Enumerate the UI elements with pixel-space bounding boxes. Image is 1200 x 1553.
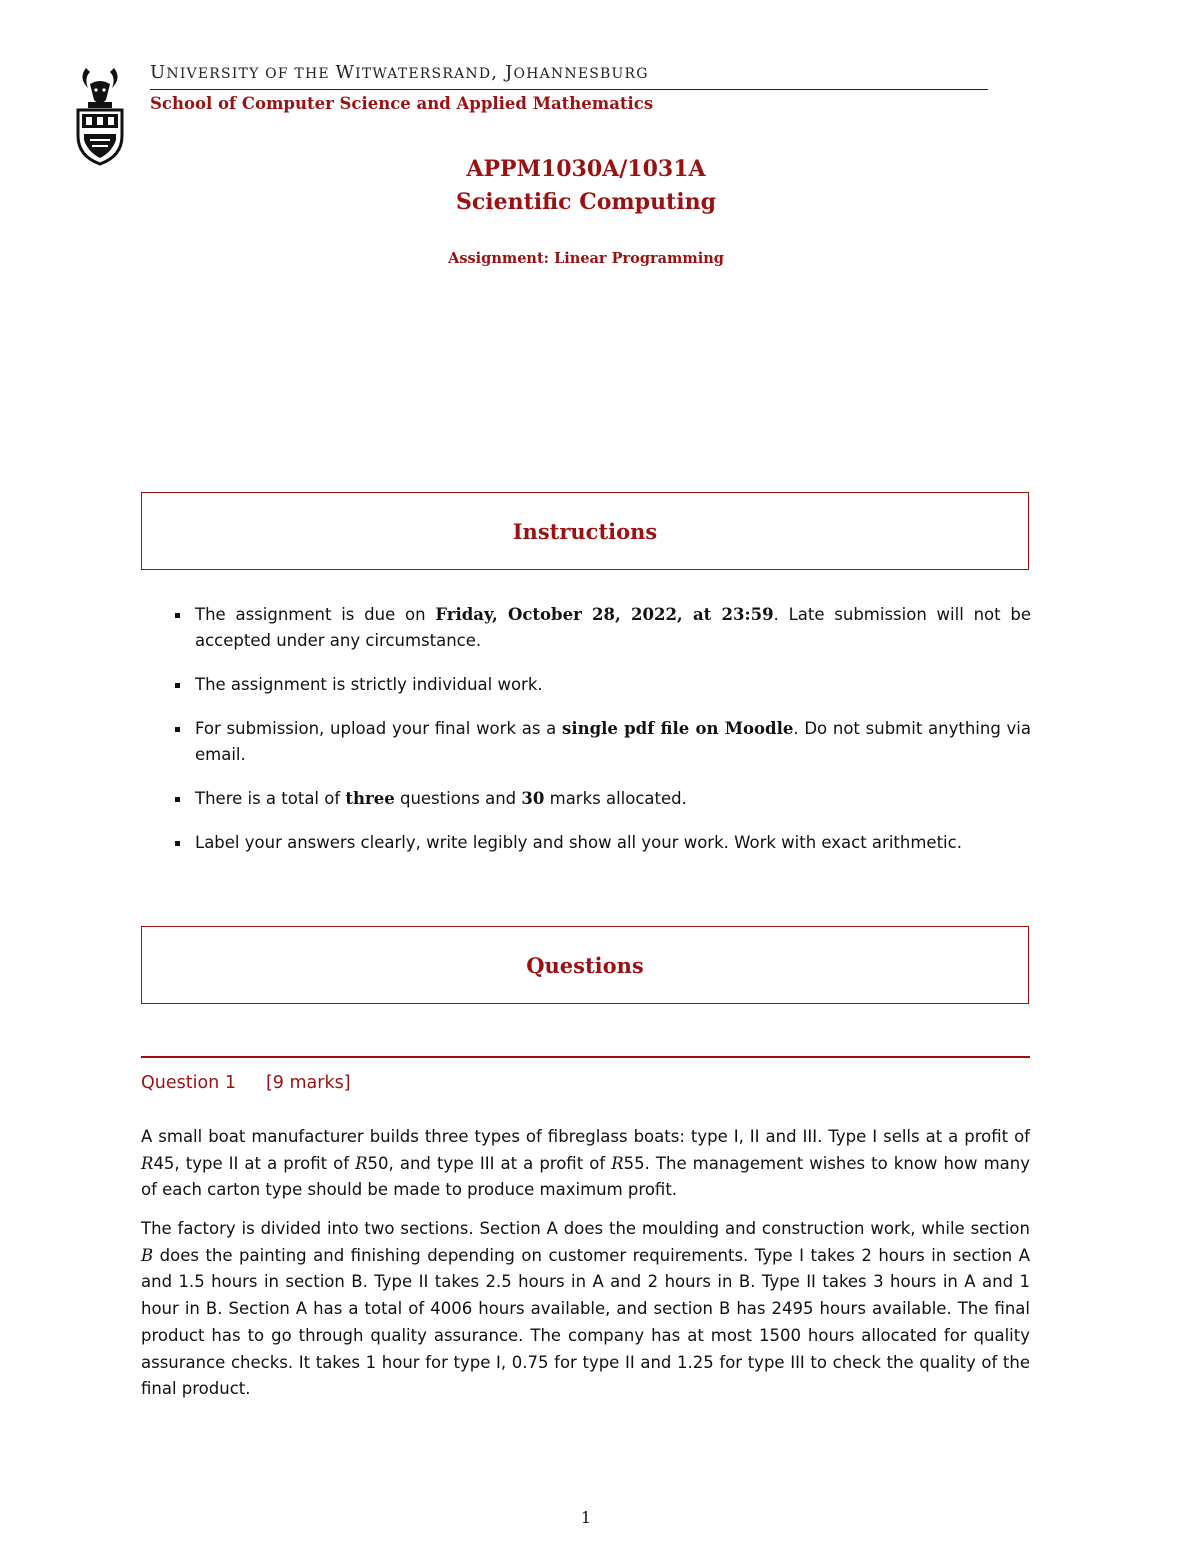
- bullet-icon: [175, 797, 180, 802]
- instruction-item: There is a total of three questions and 30 marks allocated.: [175, 786, 1031, 812]
- instruction-item: Label your answers clearly, write legibly and show all your work. Work with exact arithmetic.: [175, 830, 1031, 856]
- bullet-icon: [175, 683, 180, 688]
- university-name: UNIVERSITY OF THE WITWATERSRAND, JOHANNESBURG: [150, 62, 649, 83]
- course-name: Scientific Computing: [456, 189, 716, 215]
- instruction-item: The assignment is strictly individual work.: [175, 672, 1031, 698]
- bullet-icon: [175, 841, 180, 846]
- header-rule: [150, 89, 988, 90]
- instruction-item: The assignment is due on Friday, October 28, 2022, at 23:59. Late submission will not be accepted under any circumstance.: [175, 602, 1031, 654]
- bullet-icon: [175, 613, 180, 618]
- question-1-marks: [9 marks]: [265, 1073, 351, 1093]
- page-number: 1: [580, 1508, 592, 1527]
- question-rule: [141, 1056, 1030, 1058]
- question-1-heading: [141, 1073, 351, 1093]
- instructions-list: [175, 602, 1031, 874]
- university-crest-logo: [72, 64, 128, 168]
- instruction-item: For submission, upload your final work as a single pdf file on Moodle. Do not submit anything via email.: [175, 716, 1031, 768]
- questions-heading: Questions: [526, 952, 644, 978]
- question-1-label: Question 1: [141, 1073, 236, 1093]
- assignment-title: Assignment: Linear Programming: [448, 250, 724, 267]
- question-1-paragraph-2: The factory is divided into two sections. Section A does the moulding and construction work, while section B does the painting and finishing depending on customer requirements. Type I takes 2 hours in section A and 1.5 hours in section B. Type II takes 2.5 hours in A and 2 hours in B. Type II takes 3 hours in A and 1 hour in B. Section A has a total of 4006 hours available, and section B has 2495 hours available. The final product has to go through quality assurance. The company has at most 1500 hours allocated for quality assurance checks. It takes 1 hour for type I, 0.75 for type II and 1.25 for type III to check the quality of the final product.: [141, 1219, 1030, 1399]
- instructions-heading: Instructions: [512, 518, 658, 544]
- course-code: APPM1030A/1031A: [466, 156, 706, 182]
- questions-heading-box: [141, 926, 1029, 1004]
- school-name: School of Computer Science and Applied Mathematics: [150, 94, 654, 113]
- instructions-heading-box: [141, 492, 1029, 570]
- bullet-icon: [175, 727, 180, 732]
- question-1-paragraph-1: A small boat manufacturer builds three types of fibreglass boats: type I, II and III. Type I sells at a profit of R45, type II at a profit of R50, and type III at a profit of R55. The management wishes to know how many of each carton type should be made to produce maximum profit.: [141, 1127, 1030, 1200]
